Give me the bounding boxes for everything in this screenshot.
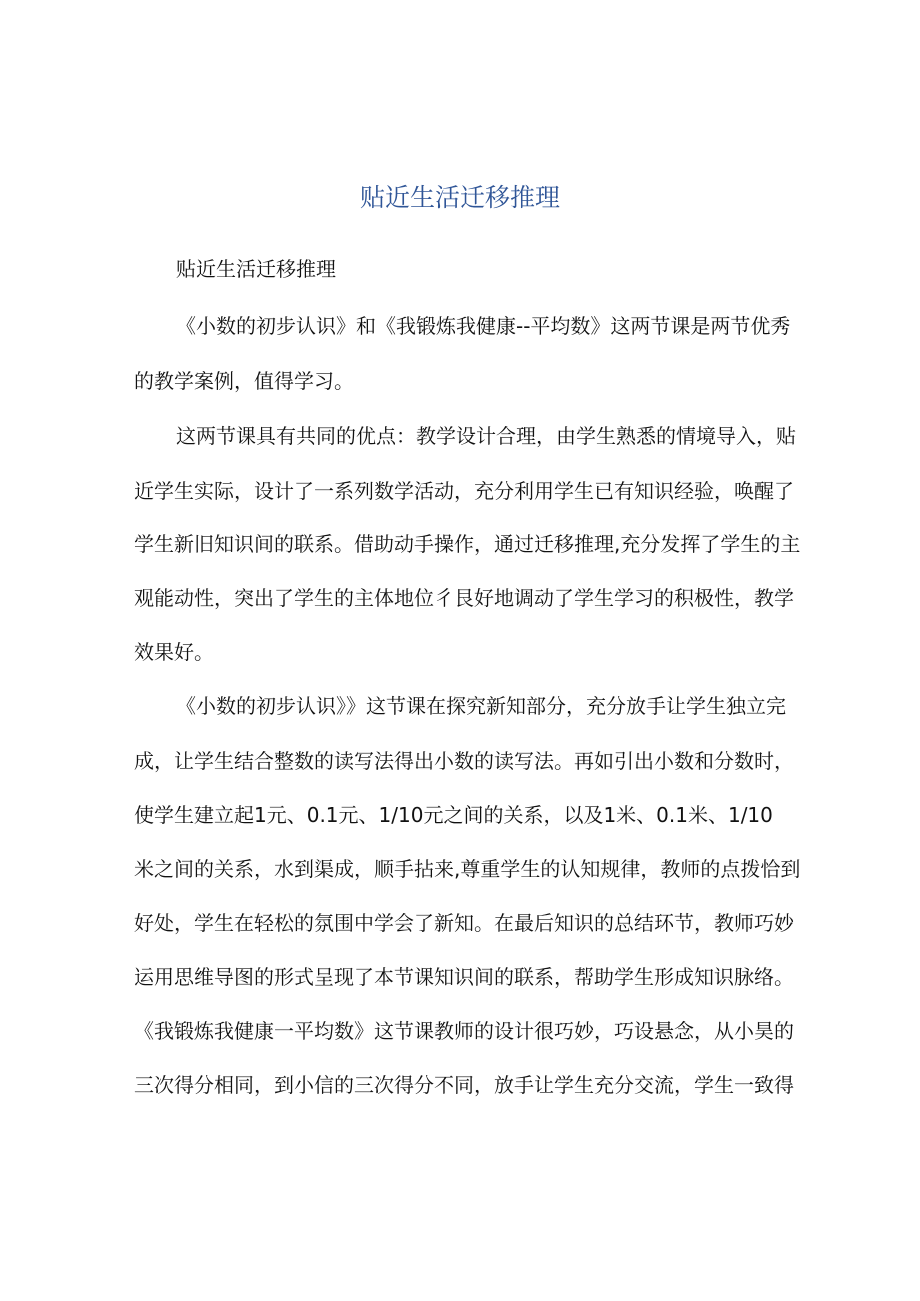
text-line: 的教学案例，值得学习。 [134,369,354,393]
text-line: 成，让学生结合整数的读写法得出小数的读写法。再如引出小数和分数时， [134,749,794,773]
text-line: 效果好。 [134,640,214,664]
text-line: 米之间的关系，水到渠成，顺手拈来,尊重学生的认知规律，教师的点拨恰到 [134,857,801,881]
text-line: 三次得分相同，到小信的三次得分不同，放手让学生充分交流，学生一致得 [134,1073,794,1097]
text-line: 使学生建立起1元、0.1元、1/10元之间的关系，以及1米、0.1米、1/10 [134,803,773,827]
paragraph-heading: 贴近生活迁移推理 [176,257,336,281]
text-line: 观能动性，突出了学生的主体地位彳艮好地调动了学生学习的积极性，教学 [134,586,794,610]
text-line: 《小数的初步认识》和《我锻炼我健康--平均数》这两节课是两节优秀 [176,314,791,338]
text-line: 《我锻炼我健康一平均数》这节课教师的设计很巧妙，巧设悬念，从小昊的 [134,1019,794,1043]
text-line: 学生新旧知识间的联系。借助动手操作，通过迁移推理,充分发挥了学生的主 [134,532,801,556]
text-line: 这两节课具有共同的优点：教学设计合理，由学生熟悉的情境导入，贴 [176,424,796,448]
text-line: 好处，学生在轻松的氛围中学会了新知。在最后知识的总结环节，教师巧妙 [134,911,794,935]
text-line: 近学生实际，设计了一系列数学活动，充分利用学生已有知识经验，唤醒了 [134,479,794,503]
text-line: 运用思维导图的形式呈现了本节课知识间的联系，帮助学生形成知识脉络。 [134,965,794,989]
text-line: 《小数的初步认识》》这节课在探究新知部分，充分放手让学生独立完 [176,694,786,718]
document-title: 贴近生活迁移推理 [359,183,560,212]
